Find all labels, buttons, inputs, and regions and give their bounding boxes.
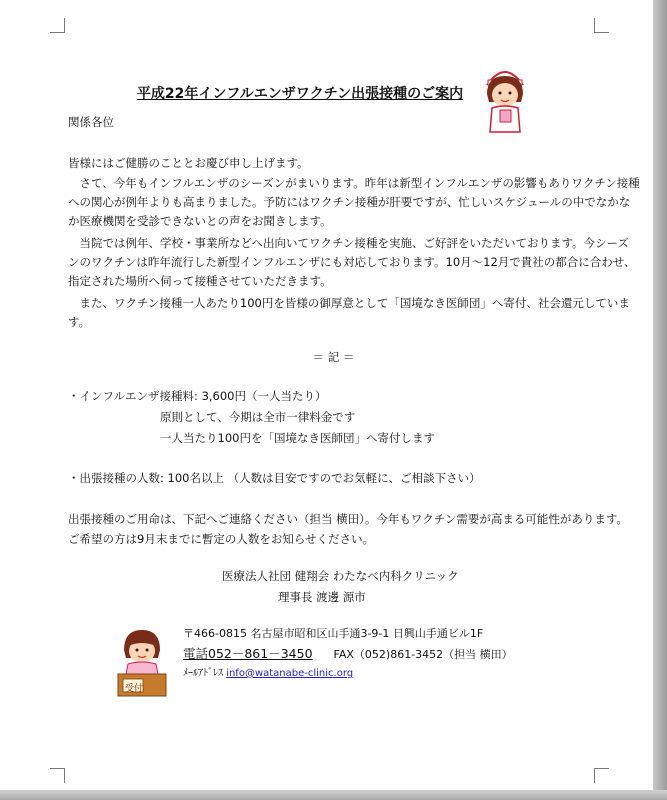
- phone-fax-line: [183, 647, 513, 662]
- crop-mark-bottom-left: [50, 768, 65, 783]
- crop-mark-bottom-right: [594, 768, 609, 783]
- email-line: [183, 667, 353, 681]
- fee-note-1: 原則として、今期は全市一律料金です: [160, 410, 356, 424]
- salutation: 関係各位: [68, 115, 114, 129]
- crop-mark-top-left: [50, 18, 65, 33]
- organization-name: 医療法人社団 健翔会 わたなべ内科クリニック: [222, 569, 459, 583]
- contact-line-2: ご希望の方は9月末までに暫定の人数をお知らせください。: [68, 532, 374, 546]
- ki-heading: ＝ 記 ＝: [312, 350, 355, 364]
- paragraph-2-line-2: ンのワクチンは昨年流行した新型インフルエンザにも対応しております。10月～12月で貴社の都合に合わせ、: [68, 255, 636, 269]
- paragraph-1-line-3: か医療機関を受診できないとの声をお聞きします。: [68, 214, 332, 228]
- fax-number: FAX（052)861-3452（担当 横田）: [333, 648, 513, 661]
- email-label: ﾒｰﾙｱﾄﾞﾚｽ: [183, 668, 223, 679]
- fee-label: ・インフルエンザ接種料: 3,600円（一人当たり）: [68, 389, 327, 403]
- document-title: 平成22年インフルエンザワクチン出張接種のご案内: [136, 86, 464, 102]
- director-name: 理事長 渡邊 源市: [278, 590, 366, 604]
- fee-note-2: 一人当たり100円を「国境なき医師団」へ寄付します: [160, 431, 435, 445]
- nurse-illustration-icon: [482, 62, 528, 134]
- paragraph-2-line-3: 指定された場所へ伺って接種させていただきます。: [68, 274, 332, 288]
- greeting: 皆様にはご健勝のこととお慶び申し上げます。: [68, 156, 309, 170]
- paragraph-3-line-2: す。: [68, 315, 91, 329]
- paragraph-3-line-1: また、ワクチン接種一人あたり100円を皆様の御厚意として「国境なき医師団」へ寄付、社会還元していま: [68, 296, 630, 310]
- phone-number: 電話052－861－3450: [183, 646, 313, 661]
- paragraph-1-line-1: さて、今年もインフルエンザのシーズンがまいります。昨年は新型インフルエンザの影響もありワクチン接種: [68, 176, 640, 190]
- window-frame-bottom: [0, 790, 667, 800]
- reception-sign: 受付: [124, 684, 143, 694]
- count-line: ・出張接種の人数: 100名以上 （人数は目安ですのでお気軽に、ご相談下さい）: [68, 471, 481, 485]
- address: 〒466-0815 名古屋市昭和区山手通3-9-1 日興山手通ビル1F: [183, 627, 484, 640]
- email-link[interactable]: info@watanabe-clinic.org: [226, 668, 354, 679]
- contact-line-1: 出張接種のご用命は、下記へご連絡ください（担当 横田）。今年もワクチン需要が高まる可能性があります。: [68, 512, 628, 526]
- crop-mark-top-right: [594, 18, 609, 33]
- paragraph-1-line-2: への関心が例年よりも高まりました。予防にはワクチン接種が肝要ですが、忙しいスケジュールの中でなかな: [68, 195, 631, 209]
- paragraph-2-line-1: 当院では例年、学校・事業所などへ出向いてワクチン接種を実施、ご好評をいただいております。今シーズ: [68, 236, 629, 250]
- window-frame-right: [653, 0, 667, 800]
